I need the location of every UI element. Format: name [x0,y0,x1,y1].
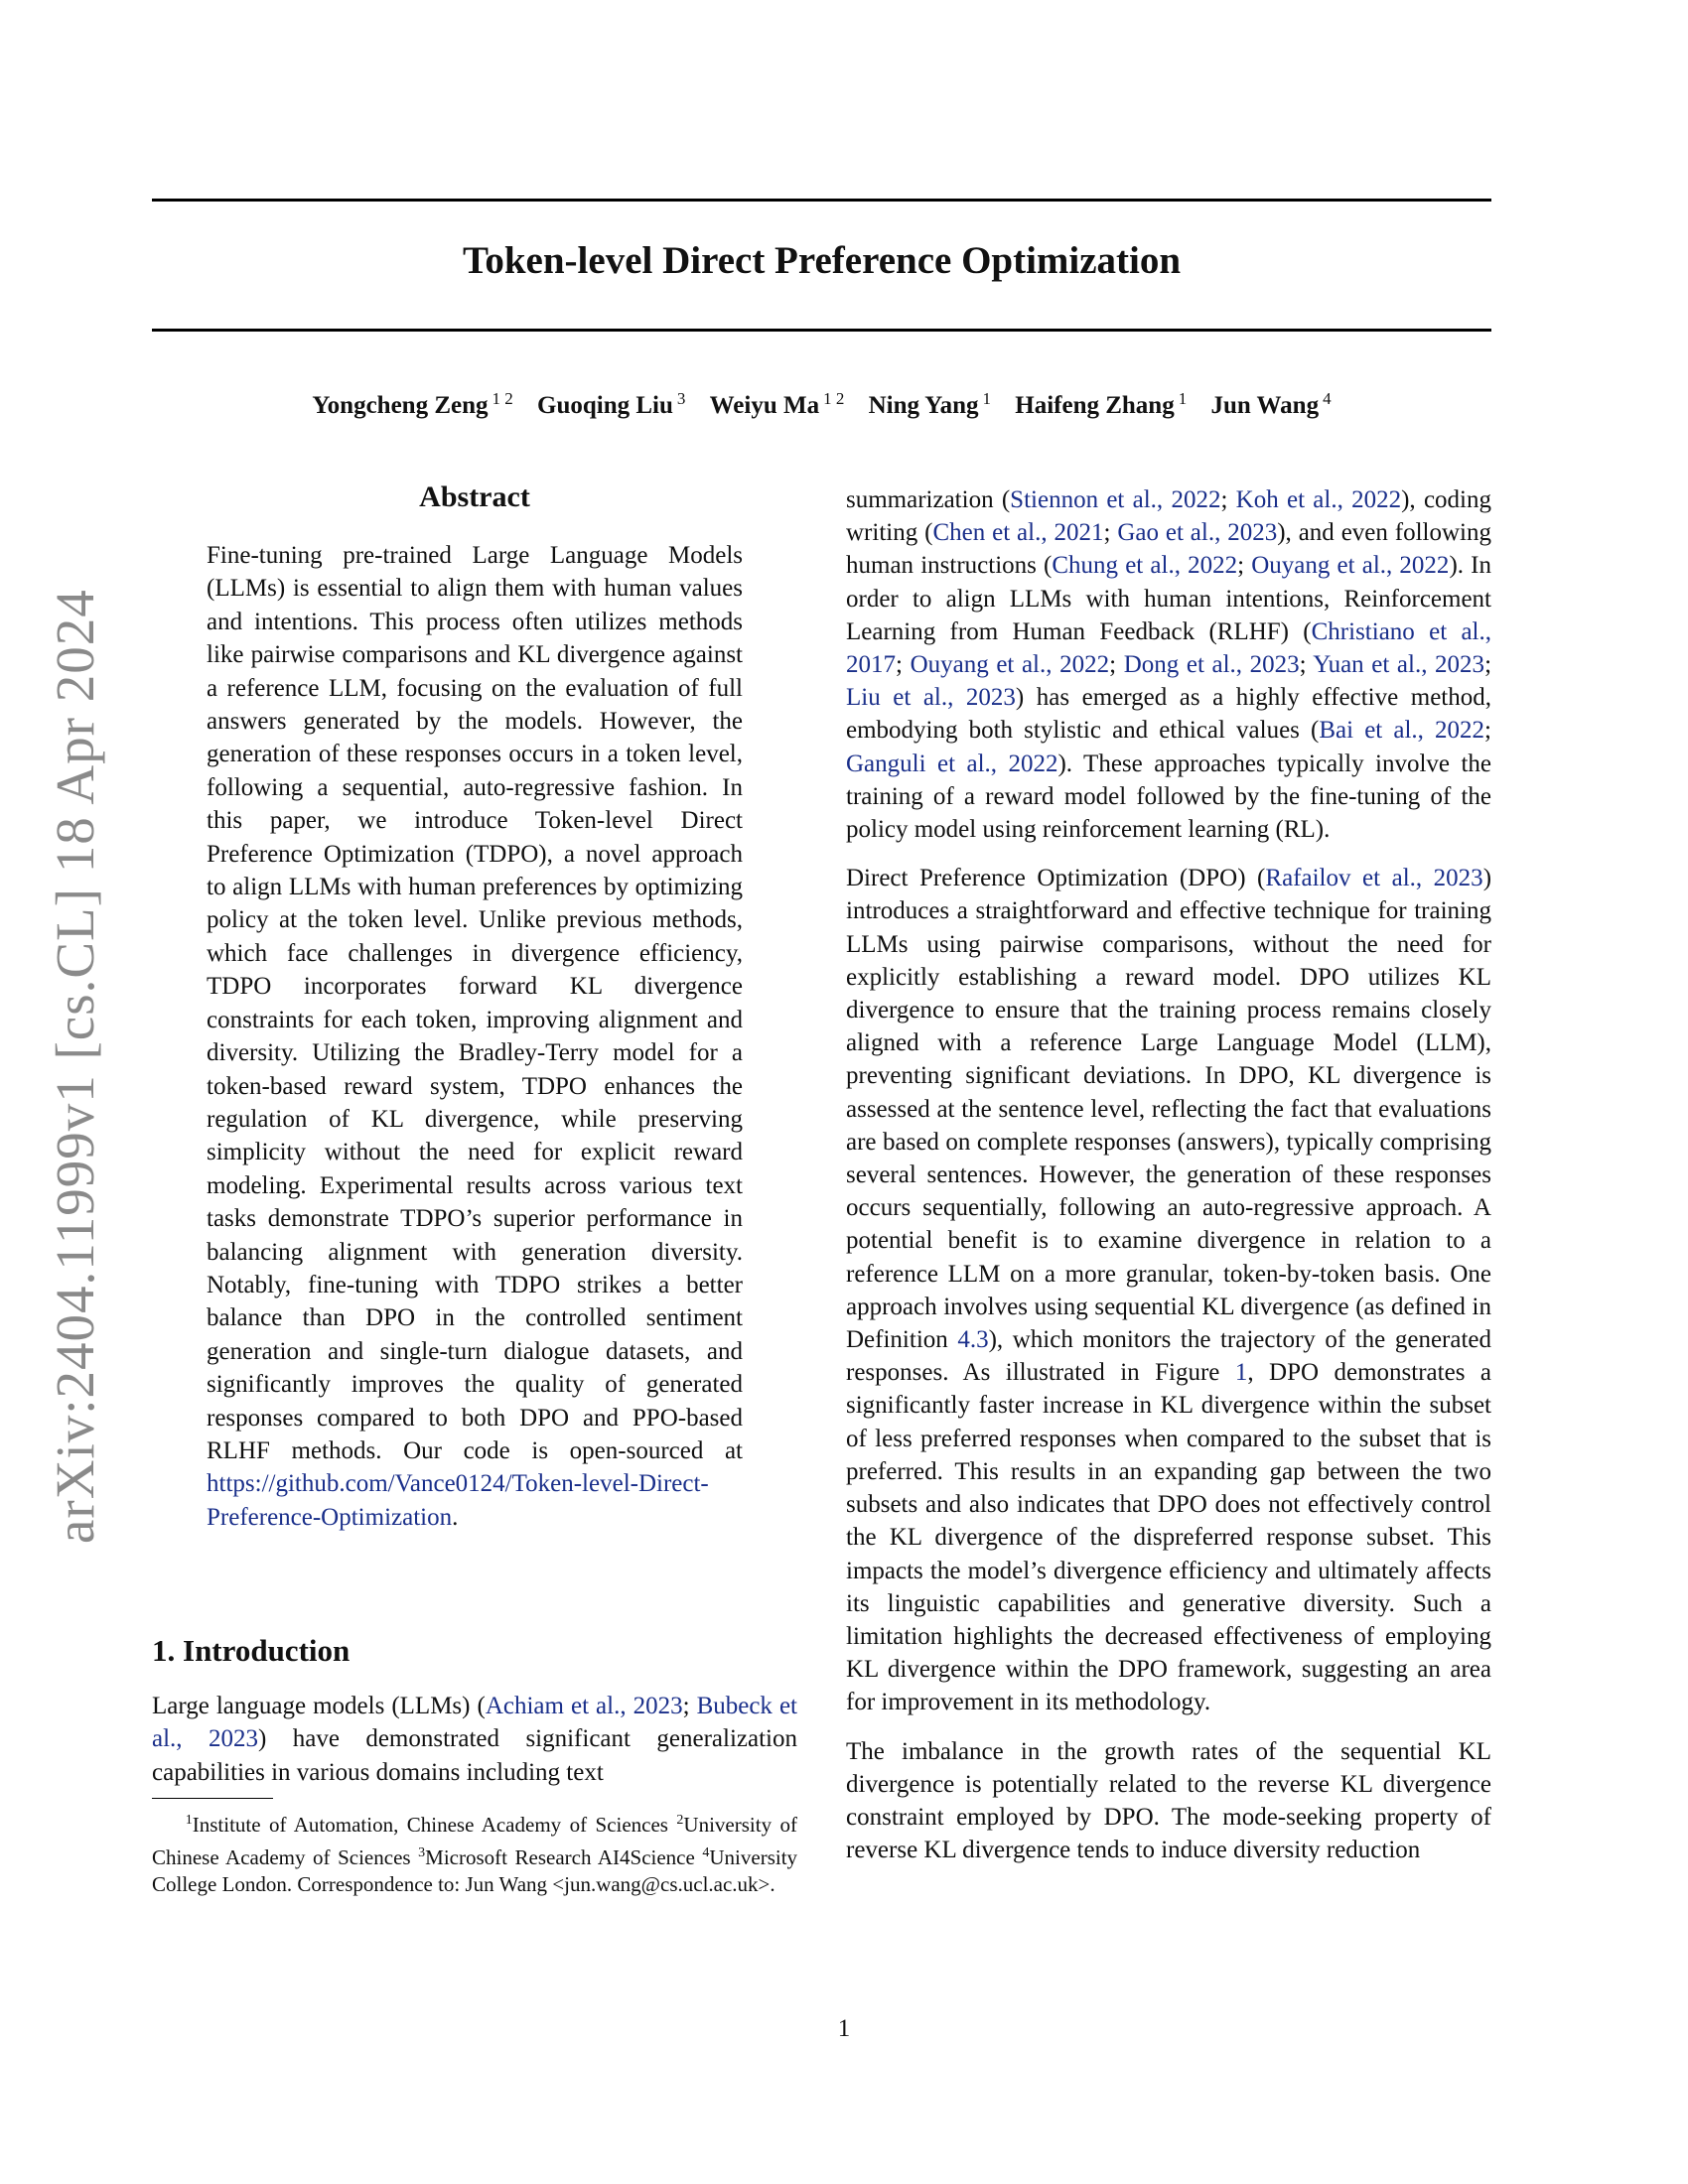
introduction-paragraph: Large language models (LLMs) (Achiam et al., 2023; Bubeck et al., 2023) have demonstrated significant generalization capabilities in various domains including text [152,1693,797,1786]
author: Haifeng Zhang $^1$ [1015,389,1188,420]
body-paragraph: The imbalance in the growth rates of the sequential KL divergence is potentially related to the reverse KL divergence constraint employed by DPO. The mode-seeking property of reverse KL divergence tends to induce diversity reduction [846,1737,1491,1864]
affiliation-footnotes: $^1$Institute of Automation, Chinese Academy of Sciences $^2$University of Chinese Academy of Sciences $^3$Microsoft Research AI4Science $^4$University College London. Correspondence to: Jun Wang <jun.wang@cs.ucl.ac.uk>. [152,1813,798,1896]
github-repo-link[interactable]: https://github.com/Vance0124/Token-level-Direct-Preference-Optimization [207,1470,709,1531]
citation-link[interactable]: Chen et al., 2021 [932,519,1104,547]
abstract-heading: Abstract [419,480,530,513]
citation-link[interactable]: Christiano et al., 2017 [846,617,1491,679]
citation-link[interactable]: Bai et al., 2022 [1319,717,1485,745]
body-paragraph: Direct Preference Optimization (DPO) (Rafailov et al., 2023) introduces a straightforward and effective technique for training LLMs using pairwise comparisons, without the need for explicitly establishing a reward model. DPO utilizes KL divergence to ensure that the training process remains closely aligned with a reference Large Language Model (LLM), preventing significant deviations. In DPO, KL divergence is assessed at the sentence level, reflecting the fact that evaluations are based on complete responses (answers), typically comprising several sentences. However, the generation of these responses occurs sequentially, following an auto-regressive approach. A potential benefit is to examine divergence in relation to a reference LLM on a more granular, token-by-token basis. One approach involves using sequential KL divergence (as defined in Definition 4.3), which monitors the trajectory of the generated responses. As illustrated in Figure 1, DPO demonstrates a significantly faster increase in KL divergence within the subset of less preferred responses when compared to the subset that is preferred. This results in an expanding gap between the two subsets and also indicates that DPO does not effectively control the KL divergence of the dispreferred response subset. This impacts the model’s divergence efficiency and ultimately affects its linguistic capabilities and generative diversity. Such a limitation highlights the decreased effectiveness of employing KL divergence within the DPO framework, suggesting an area for improvement in its methodology. [846,865,1492,1716]
right-column [846,483,1491,1882]
citation-link[interactable]: Bubeck et al., 2023 [152,1693,797,1753]
page-number: 1 [837,2015,851,2042]
citation-link[interactable]: Ouyang et al., 2022 [1251,552,1450,580]
author-list [152,389,1491,420]
citation-link[interactable]: Rafailov et al., 2023 [1265,865,1483,892]
paper-title: Token-level Direct Preference Optimization [462,239,1182,282]
citation-link[interactable]: Ouyang et al., 2022 [910,651,1110,679]
introduction-heading: 1. Introduction [152,1633,351,1668]
body-paragraph: summarization (Stiennon et al., 2022; Koh et al., 2022), coding writing (Chen et al., 2021; Gao et al., 2023), and even following human instructions (Chung et al., 2022; Ouyang et al., 2022). In order to align LLMs with human intentions, Reinforcement Learning from Human Feedback (RLHF) (Christiano et al., 2017; Ouyang et al., 2022; Dong et al., 2023; Yuan et al., 2023; Liu et al., 2023) has emerged as a highly effective method, embodying both stylistic and ethical values (Bai et al., 2022; Ganguli et al., 2022). These approaches typically involve the training of a reward model followed by the fine-tuning of the policy model using reinforcement learning (RL). [846,486,1492,844]
citation-link[interactable]: Liu et al., 2023 [846,684,1016,712]
title-bottom-rule [152,329,1491,332]
author: Guoqing Liu $^3$ [537,389,686,420]
author: Weiyu Ma $^{1 2}$ [709,389,845,420]
author: Jun Wang $^4$ [1210,389,1332,420]
figure-reference-link[interactable]: 1 [1234,1359,1248,1387]
arxiv-identifier-stamp: arXiv:2404.11999v1 [cs.CL] 18 Apr 2024 [45,589,105,1544]
citation-link[interactable]: Achiam et al., 2023 [485,1693,683,1719]
citation-link[interactable]: Koh et al., 2022 [1235,486,1402,513]
citation-link[interactable]: Yuan et al., 2023 [1313,651,1485,679]
footnote-rule [152,1798,273,1799]
citation-link[interactable]: Stiennon et al., 2022 [1010,486,1221,513]
abstract-body: Fine-tuning pre-trained Large Language Models (LLMs) is essential to align them with human values and intentions. This process often utilizes methods like pairwise comparisons and KL divergence against a reference LLM, focusing on the evaluation of full answers generated by the models. However, the generation of these responses occurs in a token level, following a sequential, auto-regressive fashion. In this paper, we introduce Token-level Direct Preference Optimization (TDPO), a novel approach to align LLMs with human preferences by optimizing policy at the token level. Unlike previous methods, which face challenges in divergence efficiency, TDPO incorporates forward KL divergence constraints for each token, improving alignment and diversity. Utilizing the Bradley-Terry model for a token-based reward system, TDPO enhances the regulation of KL divergence, while preserving simplicity without the need for explicit reward modeling. Experimental results across various text tasks demonstrate TDPO’s superior performance in balancing alignment with generation diversity. Notably, fine-tuning with TDPO strikes a better balance than DPO in the controlled sentiment generation and single-turn dialogue datasets, and significantly improves the quality of generated responses compared to both DPO and PPO-based RLHF methods. Our code is open-sourced at https://github.com/Vance0124/Token-level-Direct-Preference-Optimization. [207,542,743,1531]
citation-link[interactable]: Chung et al., 2022 [1052,552,1238,580]
title-top-rule [152,199,1491,202]
definition-reference-link[interactable]: 4.3 [957,1326,989,1354]
citation-link[interactable]: Gao et al., 2023 [1117,519,1278,547]
citation-link[interactable]: Ganguli et al., 2022 [846,750,1058,777]
author: Yongcheng Zeng $^{1 2}$ [312,389,513,420]
citation-link[interactable]: Dong et al., 2023 [1123,651,1300,679]
author: Ning Yang $^1$ [868,389,991,420]
